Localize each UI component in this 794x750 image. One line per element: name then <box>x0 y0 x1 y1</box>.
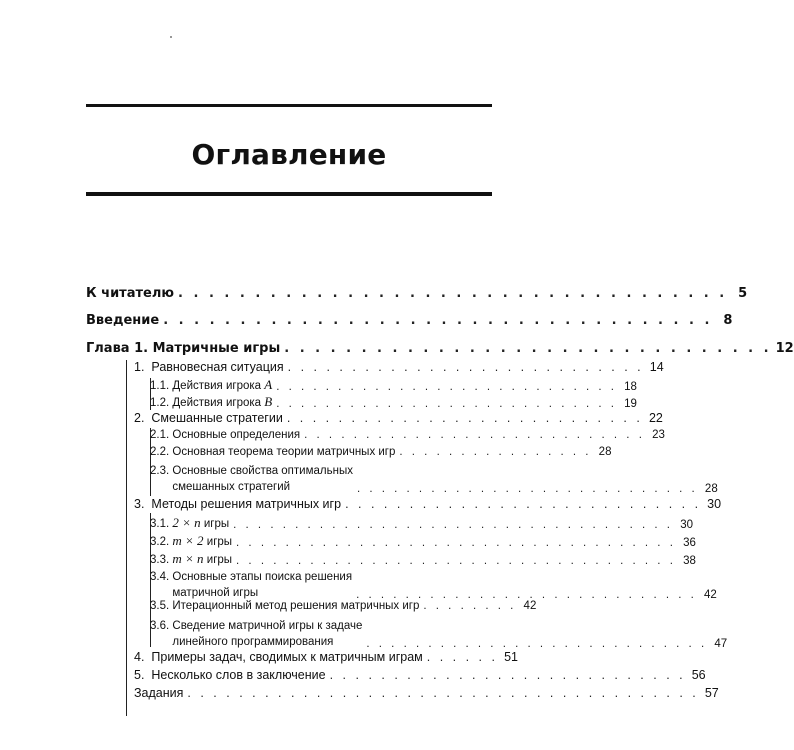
toc-label-line-2: смешанных стратегий <box>172 481 291 493</box>
toc-math-variable: B <box>264 394 273 409</box>
toc-entry-section-4[interactable] <box>134 650 518 664</box>
toc-label-line-1: Основные этапы поиска решения <box>172 571 353 583</box>
toc-label: Равновесная ситуация <box>151 360 284 374</box>
leader-dots: . . . . . . . . . . . . . . . . . . . . . . . . . . . . <box>276 398 617 410</box>
toc-label-line-2: матричной игры <box>172 587 259 599</box>
toc-number: 2.1. <box>150 429 170 441</box>
toc-number: 1.2. <box>150 397 170 409</box>
toc-entry-section-2-2[interactable] <box>150 446 612 458</box>
toc-entry-section-3-3[interactable] <box>150 551 696 567</box>
toc-entry-section-1-1[interactable] <box>150 377 637 393</box>
leader-dots: . . . . . . . . . . . . . . . . . . . . . . . . . . . . <box>356 589 697 601</box>
toc-label: игры <box>203 518 230 530</box>
title-rule-top <box>86 104 492 107</box>
toc-label-line-2: линейного программирования <box>172 636 334 648</box>
toc-label: Задания <box>134 686 184 700</box>
toc-label: Глава 1. Матричные игры <box>86 341 281 356</box>
toc-entry-zadaniya[interactable] <box>134 686 719 700</box>
toc-number: 1.1. <box>150 380 170 392</box>
leader-dots: . . . . . . . . . . . . . . . . . . . . . . . . . . . . <box>276 381 617 393</box>
leader-dots: . . . . . . . . <box>423 600 517 612</box>
toc-page-number: 56 <box>691 668 706 682</box>
toc-number: 4. <box>134 650 145 664</box>
leader-dots: . . . . . . . . . . . . . . . . . . . . . . . . . . . . . . . . . . . . . . . . <box>187 686 699 700</box>
toc-number: 5. <box>134 668 145 682</box>
toc-label: К читателю <box>86 286 175 301</box>
toc-number: 2. <box>134 411 145 425</box>
leader-dots: . . . . . . . . . . . . . . . . . . . . . . . . . . . . <box>366 638 708 650</box>
toc-page-number: 28 <box>598 446 612 458</box>
toc-label: Несколько слов в заключение <box>151 668 326 682</box>
toc-page-number: 42 <box>704 589 717 601</box>
toc-entry-section-1[interactable] <box>134 360 664 374</box>
title-rule-bottom <box>86 192 492 196</box>
toc-label-line-1: Сведение матричной игры к задаче <box>172 620 363 632</box>
toc-number: 3.5. <box>150 600 170 612</box>
paper-speck <box>170 36 172 38</box>
toc-entry-section-1-2[interactable] <box>150 394 637 410</box>
toc-number: 3.2. <box>150 536 170 548</box>
toc-math-expression: m × n <box>172 551 204 566</box>
toc-label: игры <box>206 536 233 548</box>
toc-page-number: 30 <box>680 519 694 531</box>
leader-dots: . . . . . . . . . . . . . . . . . . . . . . . . . . . . . . . . . . . . <box>178 286 728 301</box>
toc-entry-section-3[interactable] <box>134 497 722 511</box>
toc-page-number: 30 <box>707 497 722 511</box>
toc-entry-k-chitatelyu[interactable] <box>86 286 748 301</box>
toc-number: 3.6. <box>150 620 170 632</box>
toc-page-number: 38 <box>683 555 696 567</box>
leader-dots: . . . . . . . . . . . . . . . . . . . . . . . . . . . . <box>287 360 644 374</box>
toc-entry-section-2-3[interactable] <box>150 463 718 495</box>
toc-page-number: 5 <box>738 286 748 301</box>
toc-page-number: 12 <box>775 341 794 356</box>
leader-dots: . . . . . . <box>426 650 498 664</box>
toc-page-number: 57 <box>704 686 719 700</box>
toc-entry-glava-1[interactable] <box>86 341 794 356</box>
toc-page-number: 42 <box>523 600 537 612</box>
toc-number: 1. <box>134 360 145 374</box>
toc-entry-section-2-1[interactable] <box>150 429 665 441</box>
leader-dots: . . . . . . . . . . . . . . . . . . . . . . . . . . . . <box>356 483 698 495</box>
leader-dots: . . . . . . . . . . . . . . . . . . . . . . . . . . . . . . . . . . . . <box>236 537 676 549</box>
toc-entry-section-2[interactable] <box>134 411 663 425</box>
toc-entry-section-5[interactable] <box>134 668 706 682</box>
toc-label: Действия игрока <box>172 397 262 409</box>
toc-page-number: 19 <box>624 398 637 410</box>
page-title: Оглавление <box>191 138 387 171</box>
leader-dots: . . . . . . . . . . . . . . . . . . . . . . . . . . . . <box>345 497 702 511</box>
leader-dots: . . . . . . . . . . . . . . . . . . . . . . . . . . . . <box>304 429 645 441</box>
toc-label: Итерационный метод решения матричных игр <box>172 600 420 612</box>
toc-label: Основная теорема теории матричных игр <box>172 446 396 458</box>
toc-page-number: 36 <box>683 537 696 549</box>
toc-entry-vvedenie[interactable] <box>86 313 733 328</box>
leader-dots: . . . . . . . . . . . . . . . . <box>399 446 592 458</box>
toc-math-expression: 2 × n <box>172 515 201 530</box>
toc-page-number: 8 <box>723 313 733 328</box>
toc-label: Смешанные стратегии <box>151 411 283 425</box>
toc-number: 3.4. <box>150 571 170 583</box>
toc-entry-section-3-2[interactable] <box>150 533 696 549</box>
chapter-vertical-line <box>126 360 127 716</box>
toc-page-number: 28 <box>704 483 718 495</box>
toc-label: игры <box>206 554 233 566</box>
toc-number: 3. <box>134 497 145 511</box>
toc-math-variable: A <box>264 377 273 392</box>
toc-number: 3.3. <box>150 554 170 566</box>
toc-number: 2.3. <box>150 465 170 477</box>
toc-label: Методы решения матричных игр <box>151 497 342 511</box>
leader-dots: . . . . . . . . . . . . . . . . . . . . . . . . . . . . <box>329 668 686 682</box>
toc-entry-section-3-5[interactable] <box>150 600 537 612</box>
toc-entry-section-3-1[interactable] <box>150 515 694 531</box>
toc-page-number: 51 <box>504 650 518 664</box>
toc-number: 2.2. <box>150 446 170 458</box>
toc-page-number: 23 <box>652 429 665 441</box>
toc-page-number: 22 <box>648 411 663 425</box>
toc-math-expression: m × 2 <box>172 533 204 548</box>
leader-dots: . . . . . . . . . . . . . . . . . . . . . . . . . . . . . . . . . . . . <box>233 519 674 531</box>
toc-label: Основные определения <box>172 429 301 441</box>
toc-label: Действия игрока <box>172 380 262 392</box>
toc-label: Примеры задач, сводимых к матричным играм <box>151 650 423 664</box>
leader-dots: . . . . . . . . . . . . . . . . . . . . . . . . . . . . . . . . <box>284 341 772 356</box>
toc-label-line-1: Основные свойства оптимальных <box>172 465 353 477</box>
toc-page-number: 47 <box>714 638 728 650</box>
leader-dots: . . . . . . . . . . . . . . . . . . . . . . . . . . . . <box>286 411 643 425</box>
toc-page-number: 14 <box>649 360 664 374</box>
leader-dots: . . . . . . . . . . . . . . . . . . . . . . . . . . . . . . . . . . . . <box>163 313 713 328</box>
toc-entry-section-3-6[interactable] <box>150 618 728 650</box>
leader-dots: . . . . . . . . . . . . . . . . . . . . . . . . . . . . . . . . . . . . <box>236 555 676 567</box>
toc-number: 3.1. <box>150 518 170 530</box>
toc-label: Введение <box>86 313 160 328</box>
toc-page-number: 18 <box>624 381 637 393</box>
toc-entry-section-3-4[interactable] <box>150 569 717 601</box>
